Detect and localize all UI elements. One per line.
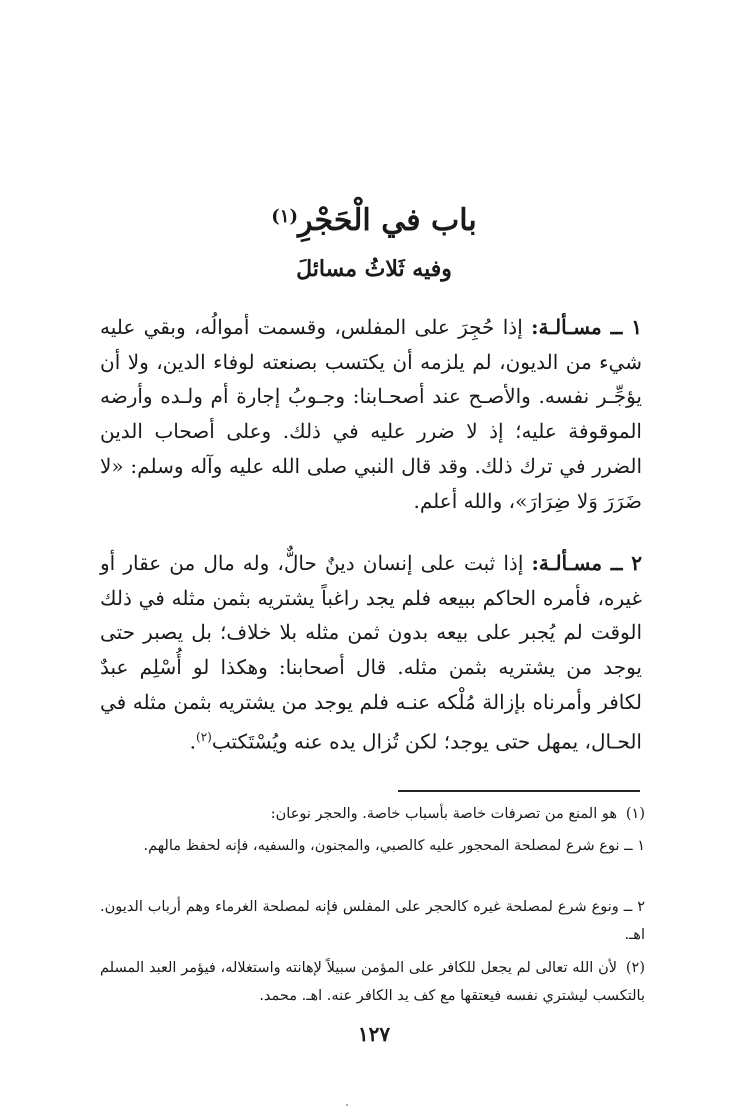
issue-1-text: إذا حُجِرَ على المفلس، وقسمت أموالُه، وبقي عليه شيء من الديون، لم يلزمه أن يكتسب بصنعته لوفاء الدين، ولا أن يؤجِّـر نفسه. والأصـح عند أصحـابنا: وجـوبُ إجارة أم ولـده وأرضه الموقوفة عليه؛ إذ لا ضرر عليه في ذلك. وعلى أصحاب الدين الضرر في ترك ذلك. وقد قال النبي صلى الله عليه وآله وسلم: «لا ضَرَرَ وَلا ضِرَارَ»، والله أعلم. bbox=[100, 315, 642, 513]
chapter-title-footnote-ref: (١) bbox=[271, 206, 298, 227]
chapter-title bbox=[0, 200, 748, 242]
issue-2-end: . bbox=[189, 729, 197, 754]
issue-2-footnote-ref: (٢) bbox=[196, 729, 212, 744]
footnote-1-marker: (١) bbox=[625, 806, 645, 822]
page-number: ١٢٧ bbox=[357, 1022, 391, 1046]
footnote-1 bbox=[100, 800, 645, 828]
chapter-title-text: باب في الْحَجْرِ bbox=[298, 203, 477, 238]
issue-2-heading: ٢ ــ مسـألـة: bbox=[531, 551, 642, 575]
footnote-separator bbox=[398, 790, 640, 792]
footnote-1-item-2: ٢ ــ ونوع شرع لمصلحة غيره كالحجر على المفلس فإنه لمصلحة الغرماء وهم أرباب الديون. اهـ. bbox=[100, 899, 645, 943]
issue-2-paragraph bbox=[100, 546, 642, 759]
footnote-2-marker: (٢) bbox=[625, 960, 645, 976]
issue-2-text: إذا ثبت على إنسان دينٌ حالٌّ، وله مال من عقار أو غيره، فأمره الحاكم ببيعه فلم يجد راغباً يشتريه بثمن مثله في ذلك الوقت لم يُجبر على بيعه بدون ثمن مثله بلا خلاف؛ بل يصبر حتى يوجد من يشتريه بثمن مثله. قال أصحابنا: وهكذا لو أُسْلِم عبدٌ لكافر وأمرناه بإزالة مُلْكه عنـه فلم يوجد من يشتريه بثمن مثله في الحـال، يمهل حتى يوجد؛ لكن تُزال يده عنه ويُسْتَكتب bbox=[100, 551, 642, 754]
footnote-2-text: لأن الله تعالى لم يجعل للكافر على المؤمن سبيلاً لإهانته واستغلاله، فيؤمر العبد المسلم بالتكسب ليشتري نفسه فيعتقها مع كف يد الكافر عنه. اهـ. محمد. bbox=[100, 960, 645, 1004]
issue-1-paragraph bbox=[100, 310, 642, 518]
footnote-2 bbox=[100, 954, 645, 1010]
footnote-1-text: هو المنع من تصرفات خاصة بأسباب خاصة. والحجر نوعان: bbox=[270, 806, 617, 822]
scan-speck bbox=[346, 1104, 348, 1106]
issue-1-heading: ١ ــ مسـألـة: bbox=[531, 315, 642, 339]
chapter-subtitle: وفيه ثَلاثُ مسائلَ bbox=[296, 256, 452, 282]
footnote-1-item-1: ١ ــ نوع شرع لمصلحة المحجور عليه كالصبي، والمجنون، والسفيه، فإنه لحفظ مالهم. bbox=[143, 838, 645, 854]
